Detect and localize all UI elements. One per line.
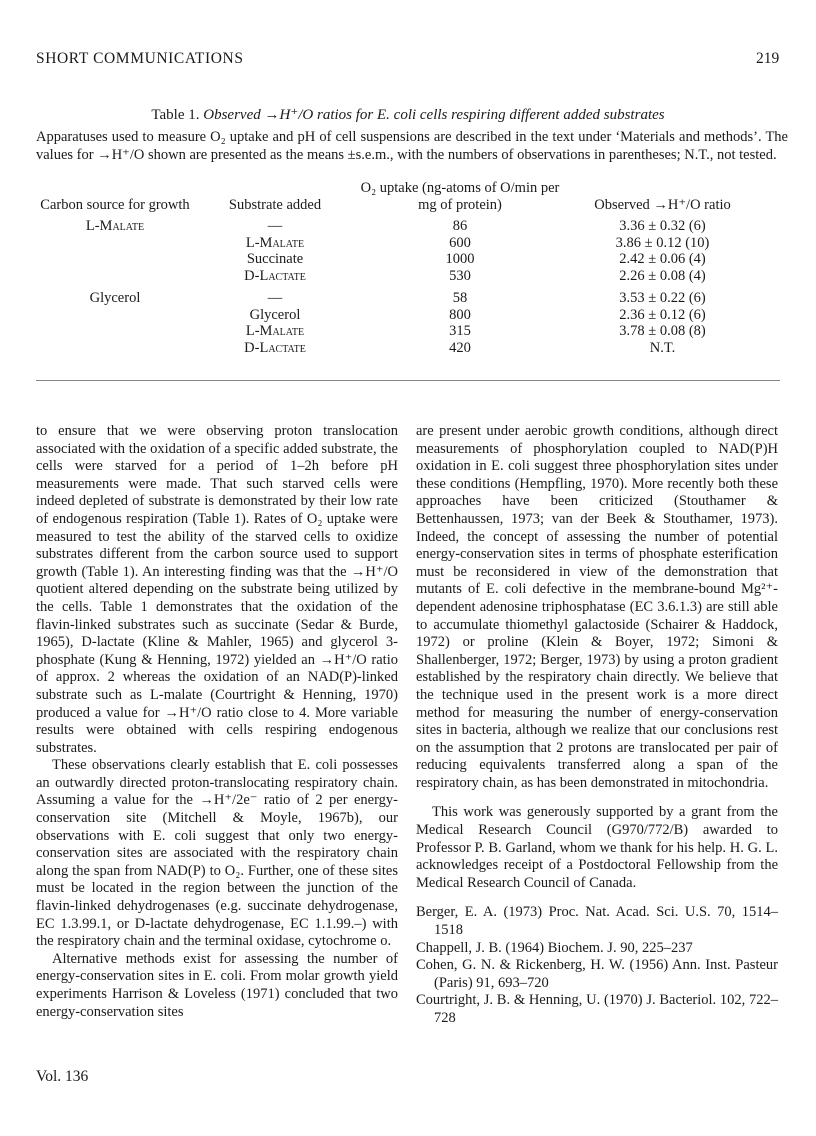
cell-substrate: L-Malate bbox=[245, 323, 305, 339]
cell-substrate: D-Lactate bbox=[244, 267, 306, 284]
reference-list bbox=[416, 904, 778, 1027]
table-row bbox=[40, 290, 765, 307]
cell-ratio: 2.36 ± 0.12 (6) bbox=[619, 306, 706, 323]
cell-carbon bbox=[40, 340, 190, 357]
body-paragraph: to ensure that we were observing proton translocation associated with the oxidation of a specific added substrate, the cells were starved for a period of 1–2h before pH measurements were made. That such starved cells were indeed depleted of substrate is demonstrated by their low rate of endogenous respiration (Table 1). Rates of O₂ uptake were measured to test the ability of the starved cells to oxidize substrates different from the carbon source used to support growth (Table 1). An interesting finding was that the →H⁺/O quotient altered depending on the substrate being utilized by the cells. Table 1 demonstrates that the oxidation of the flavin-linked substrates such as succinate (Sedar & Burde, 1965), D-lactate (Kline & Mahler, 1965) and glycerol 3-phosphate (Kung & Henning, 1972) yielded an →H⁺/O ratio of approx. 2 whereas the oxidation of an NAD(P)-linked substrate such as L-malate (Courtright & Henning, 1970) produced a value for →H⁺/O ratio close to 4. More variable results were obtained with cells respiring endogenous substrates. bbox=[36, 423, 398, 756]
body-paragraph: are present under aerobic growth conditions, although direct measurements of phosphorylation coupled to NAD(P)H oxidation in E. coli suggest three phosphorylation sites under these conditions (Hempfling, 1970). More recently both these approaches have been criticized (Stouthamer & Bettenhaussen, 1973; van der Beek & Stouthamer, 1973). Indeed, the concept of assessing the number of potential energy-conservation sites in terms of phosphate esterification must be reconsidered in view of the demonstration that mutants of E. coli defective in the membrane-bound Mg²⁺-dependent adenosine triphosphatase (EC 3.6.1.3) are still able to accumulate thiomethyl galactoside (Schairer & Haddock, 1972) or proline (Klein & Boyer, 1972; Simoni & Shallenberger, 1972; Berger, 1973) by using a proton gradient established by the respiratory chain directly. We believe that the technique used in the present work is a more direct method for measuring the number of energy-conservation sites in bacteria, although we realize that our conclusions rest on the assumption that 2 protons are translocated per pair of reducing equivalents transferred along a span of the respiratory chain, as has been demonstrated in mitochondria. bbox=[416, 423, 778, 791]
cell-uptake: 420 bbox=[449, 339, 471, 356]
page-number: 219 bbox=[756, 50, 780, 67]
cell-ratio: 2.42 ± 0.06 (4) bbox=[619, 251, 706, 267]
cell-carbon bbox=[40, 251, 190, 268]
table-row bbox=[40, 268, 765, 285]
table-intro: Apparatuses used to measure O₂ uptake and pH of cell suspensions are described in the text under ‘Materials and methods’. The values for →H⁺/O shown are presented as the means ±s.e.m., with the numbers of observations in parentheses; N.T., not tested. bbox=[36, 129, 788, 163]
right-column bbox=[416, 423, 778, 1028]
body-paragraph: These observations clearly establish that E. coli possesses an outwardly directed proton-translocating respiratory chain. Assuming a value for the →H⁺/2e⁻ ratio of 2 per energy-conservation site (Mitchell & Moyle, 1967b), our observations with E. coli suggest that only two energy-conservation sites are associated with the respiratory chain along the span from NAD(P) to O₂. Further, one of these sites must be located in the region between the junction of the flavin-linked dehydrogenases (e.g. succinate dehydrogenase, EC 1.3.99.1, or D-lactate dehydrogenase, EC 1.1.99.–) with the respiratory chain and the terminal oxidase, cytochrome o. bbox=[36, 757, 398, 950]
cell-uptake: 58 bbox=[452, 290, 468, 306]
cell-ratio: N.T. bbox=[649, 339, 676, 356]
cell-ratio: 3.78 ± 0.08 (8) bbox=[619, 323, 706, 339]
cell-uptake: 800 bbox=[449, 306, 471, 323]
cell-uptake: 86 bbox=[452, 218, 468, 234]
cell-substrate: L-Malate bbox=[245, 234, 305, 251]
body-paragraph: Alternative methods exist for assessing the number of energy-conservation sites in E. coli. From molar growth yield experiments Harrison & Loveless (1971) concluded that two energy-conservation sites bbox=[36, 950, 398, 1020]
left-column bbox=[36, 423, 398, 1021]
cell-carbon bbox=[40, 235, 190, 252]
volume-footer: Vol. 136 bbox=[36, 1068, 89, 1085]
reference-item: Chappell, J. B. (1964) Biochem. J. 90, 225–237 bbox=[416, 939, 693, 956]
cell-carbon bbox=[40, 268, 190, 285]
cell-ratio: 3.86 ± 0.12 (10) bbox=[615, 234, 710, 251]
header-o2-uptake: O₂ uptake (ng-atoms of O/min per mg of protein) bbox=[360, 180, 560, 213]
table-caption-text: Observed →H⁺/O ratios for E. coli cells respiring different added substrates bbox=[203, 107, 665, 123]
cell-uptake: 530 bbox=[449, 267, 471, 284]
table-row bbox=[40, 307, 765, 324]
header-ratio: Observed →H⁺/O ratio bbox=[594, 197, 731, 213]
reference-item: Cohen, G. N. & Rickenberg, H. W. (1956) Ann. Inst. Pasteur (Paris) 91, 693–720 bbox=[416, 957, 778, 991]
cell-carbon bbox=[40, 307, 190, 324]
cell-substrate: D-Lactate bbox=[244, 339, 306, 356]
cell-carbon bbox=[40, 323, 190, 340]
table-caption bbox=[0, 105, 816, 124]
cell-substrate: — bbox=[267, 218, 283, 234]
running-head: SHORT COMMUNICATIONS bbox=[36, 50, 244, 67]
cell-uptake: 600 bbox=[449, 234, 471, 251]
table-row bbox=[40, 235, 765, 252]
header-carbon-source: Carbon source for growth bbox=[40, 197, 190, 213]
cell-uptake: 1000 bbox=[445, 251, 475, 267]
table-caption-label: Table 1. bbox=[151, 107, 200, 123]
cell-substrate: — bbox=[267, 290, 283, 306]
cell-carbon: Glycerol bbox=[89, 290, 141, 306]
results-table bbox=[40, 180, 765, 356]
table-row bbox=[40, 218, 765, 235]
cell-ratio: 2.26 ± 0.08 (4) bbox=[619, 267, 706, 284]
header-substrate: Substrate added bbox=[228, 197, 322, 213]
cell-substrate: Glycerol bbox=[249, 306, 301, 323]
cell-carbon: L-Malate bbox=[85, 218, 145, 234]
table-header-row bbox=[40, 180, 765, 218]
table-row bbox=[40, 251, 765, 268]
cell-uptake: 315 bbox=[449, 323, 471, 339]
table-row bbox=[40, 323, 765, 340]
cell-ratio: 3.53 ± 0.22 (6) bbox=[619, 290, 706, 306]
cell-substrate: Succinate bbox=[246, 251, 304, 267]
acknowledgement: This work was generously supported by a grant from the Medical Research Council (G970/772/B) awarded to Professor P. B. Garland, whom we thank for his help. H. G. L. acknowledges receipt of a Postdoctoral Fellowship from the Medical Research Council of Canada. bbox=[416, 804, 778, 891]
reference-item: Berger, E. A. (1973) Proc. Nat. Acad. Sci. U.S. 70, 1514–1518 bbox=[416, 904, 778, 939]
table-row bbox=[40, 340, 765, 357]
cell-ratio: 3.36 ± 0.32 (6) bbox=[619, 218, 706, 234]
section-divider bbox=[36, 380, 780, 381]
reference-item: Courtright, J. B. & Henning, U. (1970) J. Bacteriol. 102, 722–728 bbox=[416, 992, 778, 1026]
